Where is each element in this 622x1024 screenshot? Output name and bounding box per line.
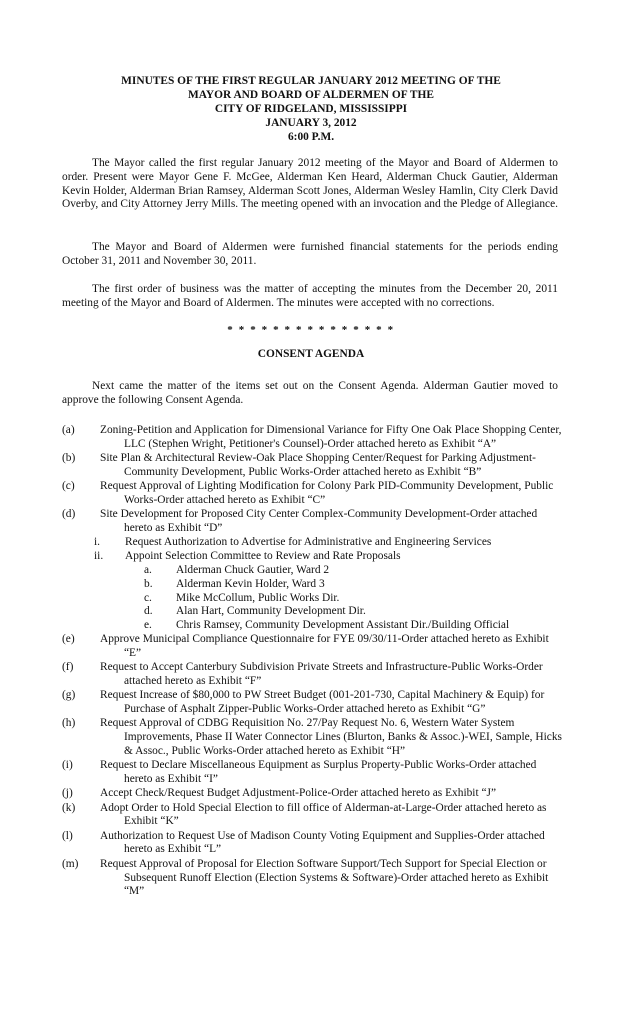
item-text: Zoning-Petition and Application for Dimensional Variance for Fifty One Oak Place Shopping Center, LLC (Stephen Wright, Petitioner's Counsel)-Order attached hereto as Exhibit “A” — [100, 424, 562, 450]
subitem-text: Alan Hart, Community Development Dir. — [176, 605, 366, 618]
consent-agenda-intro: Next came the matter of the items set out on the Consent Agenda. Alderman Gautier moved to approve the following Consent Agenda. — [62, 380, 558, 406]
item-text: Accept Check/Request Budget Adjustment-Police-Order attached hereto as Exhibit “J” — [100, 787, 497, 800]
item-marker: (f) — [62, 661, 74, 674]
item-text: Request Approval of CDBG Requisition No. 27/Pay Request No. 6, Western Water System Improvements, Phase II Water Connector Lines (Blurton, Banks & Assoc.)-WEI, Sample, Hicks & Assoc., Public Works-Order attached hereto as Exhibit “H” — [100, 717, 562, 757]
agenda-item-b — [62, 452, 562, 480]
item-marker: (i) — [62, 759, 73, 772]
subitem-marker: a. — [144, 563, 152, 576]
item-marker: (j) — [62, 787, 73, 800]
agenda-item-i — [62, 759, 562, 787]
item-marker: (h) — [62, 717, 76, 730]
agenda-item-j — [62, 787, 562, 801]
committee-member-a — [62, 564, 562, 578]
item-marker: (m) — [62, 857, 79, 870]
item-marker: (a) — [62, 424, 75, 436]
minutes-approval-paragraph: The first order of business was the matter of accepting the minutes from the December 20, 2011 meeting of the Mayor and Board of Aldermen. The minutes were accepted with no corrections. — [62, 283, 558, 309]
subitem-marker: d. — [144, 605, 153, 618]
financial-statements-paragraph: The Mayor and Board of Aldermen were furnished financial statements for the periods ending October 31, 2011 and November 30, 2011. — [62, 241, 558, 267]
item-marker: (k) — [62, 801, 76, 814]
agenda-item-e — [62, 633, 562, 661]
subitem-marker: ii. — [94, 550, 104, 563]
item-marker: (e) — [62, 632, 75, 645]
agenda-item-c — [62, 480, 562, 508]
opening-paragraph: The Mayor called the first regular January 2012 meeting of the Mayor and Board of Aldermen to order. Present were Mayor Gene F. McGee, Alderman Ken Heard, Alderman Chuck Gautier, Alderman Kevin Holder, Alderman Brian Ramsey, Alderman Scott Jones, Alderman Wesley Hamlin, City Clerk David Overby, and City Attorney Jerry Mills. The meeting opened with an invocation and the Pledge of Allegiance. — [62, 157, 559, 211]
subitem-text: Alderman Chuck Gautier, Ward 2 — [176, 563, 330, 576]
agenda-item-l — [62, 830, 562, 858]
item-text: Request to Declare Miscellaneous Equipment as Surplus Property-Public Works-Order attached hereto as Exhibit “I” — [100, 759, 537, 785]
item-marker: (g) — [62, 689, 76, 702]
subitem-text: Chris Ramsey, Community Development Assistant Dir./Building Official — [176, 619, 510, 632]
header-date: JANUARY 3, 2012 — [265, 117, 357, 129]
item-marker: (d) — [62, 508, 76, 521]
item-text: Request to Accept Canterbury Subdivision Private Streets and Infrastructure-Public Works-Order attached hereto as Exhibit “F” — [100, 661, 543, 687]
subitem-marker: i. — [94, 536, 101, 549]
item-text: Site Development for Proposed City Center Complex-Community Development-Order attached hereto as Exhibit “D” — [100, 508, 538, 535]
agenda-item-a — [62, 424, 562, 452]
consent-agenda-heading: CONSENT AGENDA — [257, 348, 365, 360]
subitem-marker: b. — [144, 577, 153, 590]
subitem-marker: c. — [144, 591, 152, 604]
subitem-text: Mike McCollum, Public Works Dir. — [176, 591, 340, 604]
subitem-marker: e. — [144, 619, 152, 632]
agenda-item-d — [62, 508, 562, 536]
minutes-header — [0, 74, 622, 144]
agenda-item-m — [62, 858, 562, 899]
item-marker: (l) — [62, 829, 73, 842]
agenda-item-g — [62, 689, 562, 717]
agenda-subitem-i — [62, 536, 562, 550]
committee-member-c — [62, 592, 562, 606]
item-text: Request Approval of Lighting Modification for Colony Park PID-Community Development, Public Works-Order attached hereto as Exhibit “C” — [100, 480, 554, 506]
committee-member-e — [62, 619, 562, 633]
committee-member-b — [62, 578, 562, 592]
item-text: Authorization to Request Use of Madison County Voting Equipment and Supplies-Order attached hereto as Exhibit “L” — [100, 829, 545, 856]
header-city-line: CITY OF RIDGELAND, MISSISSIPPI — [214, 103, 408, 115]
subitem-text: Alderman Kevin Holder, Ward 3 — [176, 577, 325, 590]
agenda-item-k — [62, 802, 562, 830]
agenda-subitem-ii — [62, 550, 562, 564]
item-text: Site Plan & Architectural Review-Oak Place Shopping Center/Request for Parking Adjustment-Community Development, Public Works-Order attached hereto as Exhibit “B” — [100, 452, 536, 478]
subitem-text: Appoint Selection Committee to Review and Rate Proposals — [125, 550, 401, 563]
item-text: Adopt Order to Hold Special Election to fill office of Alderman-at-Large-Order attached hereto as Exhibit “K” — [100, 801, 547, 828]
agenda-item-f — [62, 661, 562, 689]
item-text: Request Approval of Proposal for Election Software Support/Tech Support for Special Election or Subsequent Runoff Election (Election Systems & Software)-Order attached hereto as Exhibit “M” — [100, 857, 549, 898]
subitem-text: Request Authorization to Advertise for Administrative and Engineering Services — [125, 536, 492, 549]
header-title-line: MAYOR AND BOARD OF ALDERMEN OF THE — [188, 89, 434, 101]
item-marker: (b) — [62, 452, 76, 465]
item-marker: (c) — [62, 480, 75, 493]
consent-agenda-list — [62, 424, 562, 900]
section-separator: * * * * * * * * * * * * * * * — [227, 324, 395, 336]
item-text: Approve Municipal Compliance Questionnaire for FYE 09/30/11-Order attached hereto as Exhibit “E” — [100, 632, 549, 659]
header-time: 6:00 P.M. — [287, 131, 335, 143]
committee-member-d — [62, 605, 562, 619]
agenda-item-h — [62, 717, 562, 758]
header-title-line: MINUTES OF THE FIRST REGULAR JANUARY 2012 MEETING OF THE — [121, 75, 501, 87]
item-text: Request Increase of $80,000 to PW Street Budget (001-201-730, Capital Machinery & Equip) for Purchase of Asphalt Zipper-Public Works-Order attached hereto as Exhibit “G” — [100, 689, 545, 715]
